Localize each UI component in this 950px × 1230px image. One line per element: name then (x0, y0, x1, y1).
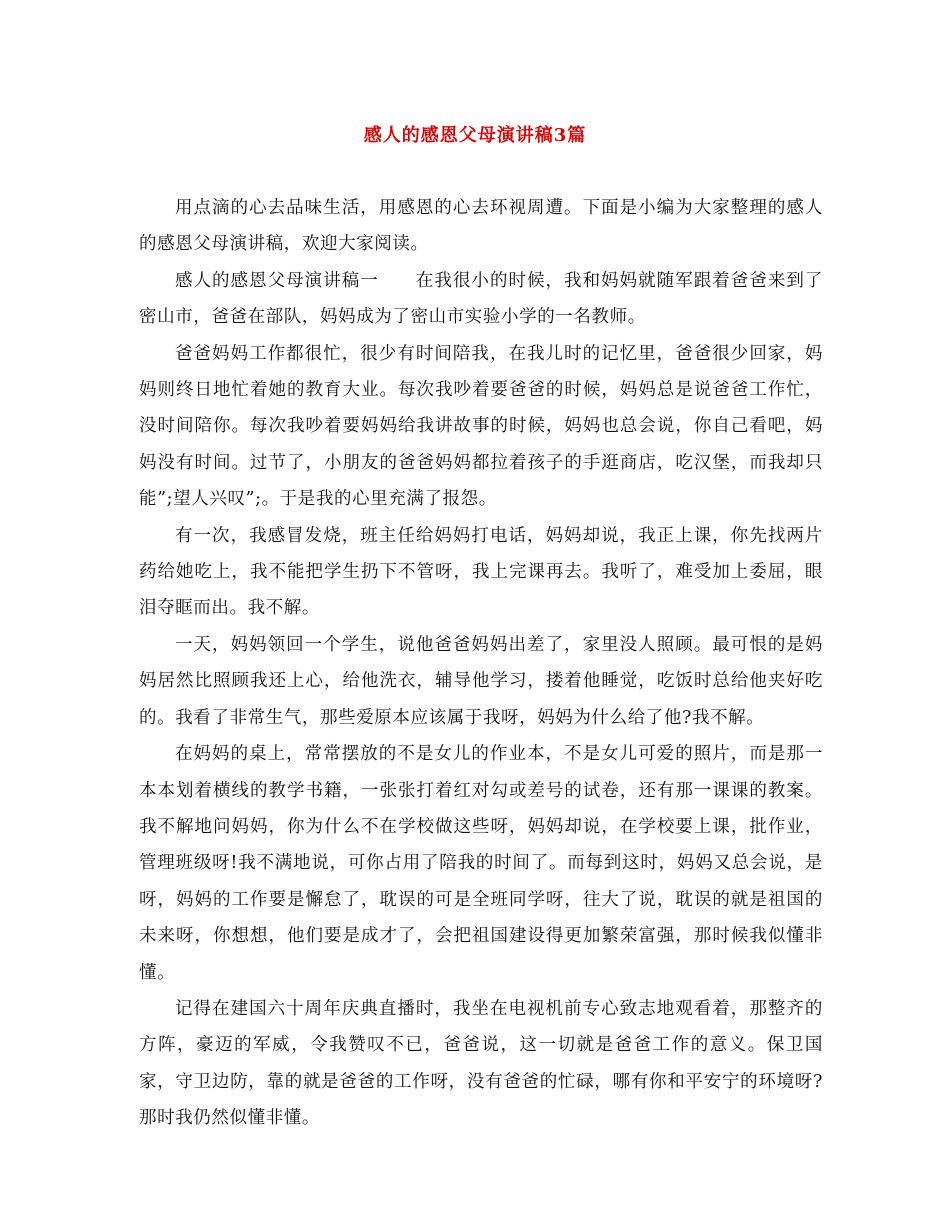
paragraph-student-at-home: 一天，妈妈领回一个学生，说他爸爸妈妈出差了，家里没人照顾。最可恨的是妈妈居然比照顾我还上心，给他洗衣，辅导他学习，搂着他睡觉，吃饭时总给他夹好吃的。我看了非常生气，那些爱原本应该属于我呀，妈妈为什么给了他?我不解。 (139, 634, 823, 728)
paragraph-intro: 用点滴的心去品味生活，用感恩的心去环视周遭。下面是小编为大家整理的感人的感恩父母演讲稿，欢迎大家阅读。 (139, 198, 823, 255)
document-title: 感人的感恩父母演讲稿3篇 (363, 125, 587, 146)
paragraph-national-celebration: 记得在建国六十周年庆典直播时，我坐在电视机前专心致志地观看着，那整齐的方阵，豪迈的军威，令我赞叹不已，爸爸说，这一切就是爸爸工作的意义。保卫国家，守卫边防，靠的就是爸爸的工作呀，没有爸爸的忙碌，哪有你和平安宁的环境呀?那时我仍然似懂非懂。 (139, 998, 823, 1129)
paragraph-busy-parents: 爸爸妈妈工作都很忙，很少有时间陪我，在我儿时的记忆里，爸爸很少回家，妈妈则终日地忙着她的教育大业。每次我吵着要爸爸的时候，妈妈总是说爸爸工作忙，没时间陪你。每次我吵着要妈妈给我讲故事的时候，妈妈也总会说，你自己看吧，妈妈没有时间。过节了，小朋友的爸爸妈妈都拉着孩子的手逛商店，吃汉堡，而我却只能”;望人兴叹”;。于是我的心里充满了报怨。 (139, 343, 823, 510)
paragraph-speech-one-opening: 感人的感恩父母演讲稿一 在我很小的时候，我和妈妈就随军跟着爸爸来到了密山市，爸爸在部队，妈妈成为了密山市实验小学的一名教师。 (139, 270, 823, 328)
document-body (139, 190, 823, 1137)
paragraph-mothers-desk: 在妈妈的桌上，常常摆放的不是女儿的作业本，不是女儿可爱的照片，而是那一本本划着横线的教学书籍，一张张打着红对勾或差号的试卷，还有那一课课的教案。我不解地问妈妈，你为什么不在学校做这些呀，妈妈却说，在学校要上课，批作业，管理班级呀!我不满地说，可你占用了陪我的时间了。而每到这时，妈妈又总会说，是呀，妈妈的工作要是懈怠了，耽误的可是全班同学呀，往大了说，耽误的就是祖国的未来呀，你想想，他们要是成才了，会把祖国建设得更加繁荣富强，那时候我似懂非懂。 (139, 744, 823, 983)
paragraph-fever: 有一次，我感冒发烧，班主任给妈妈打电话，妈妈却说，我正上课，你先找两片药给她吃上，我不能把学生扔下不管呀，我上完课再去。我听了，难受加上委屈，眼泪夺眶而出。我不解。 (139, 525, 823, 619)
